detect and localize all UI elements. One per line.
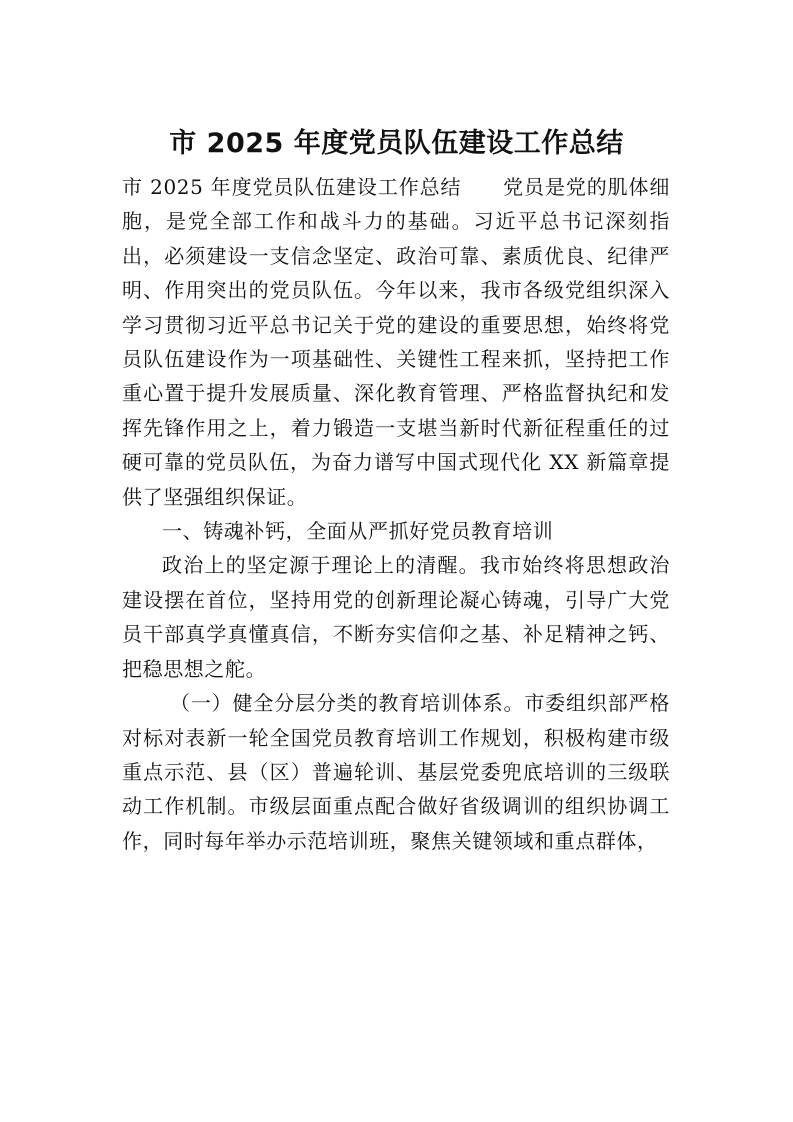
document-body xyxy=(122,170,670,858)
section-heading-1: 一、铸魂补钙，全面从严抓好党员教育培训 xyxy=(162,519,554,544)
section-1-paragraph: 政治上的坚定源于理论上的清醒。我市始终将思想政治建设摆在首位，坚持用党的创新理论凝心铸魂，引导广大党员干部真学真懂真信，不断夯实信仰之基、补足精神之钙、把稳思想之舵。 xyxy=(122,553,670,681)
subsection-1-paragraph: （一）健全分层分类的教育培训体系。市委组织部严格对标对表新一轮全国党员教育培训工作规划，积极构建市级重点示范、县（区）普遍轮训、基层党委兜底培训的三级联动工作机制。市级层面重点配合做好省级调训的组织协调工作，同时每年举办示范培训班，聚焦关键领域和重点群体， xyxy=(122,691,670,853)
intro-paragraph: 市 2025 年度党员队伍建设工作总结 党员是党的肌体细胞，是党全部工作和战斗力的基础。习近平总书记深刻指出，必须建设一支信念坚定、政治可靠、素质优良、纪律严明、作用突出的党员队伍。今年以来，我市各级党组织深入学习贯彻习近平总书记关于党的建设的重要思想，始终将党员队伍建设作为一项基础性、关键性工程来抓，坚持把工作重心置于提升发展质量、深化教育管理、严格监督执纪和发挥先锋作用之上，着力锻造一支堪当新时代新征程重任的过硬可靠的党员队伍，为奋力谱写中国式现代化 XX 新篇章提供了坚强组织保证。 xyxy=(122,175,670,509)
document-title: 市 2025 年度党员队伍建设工作总结 xyxy=(169,128,624,159)
